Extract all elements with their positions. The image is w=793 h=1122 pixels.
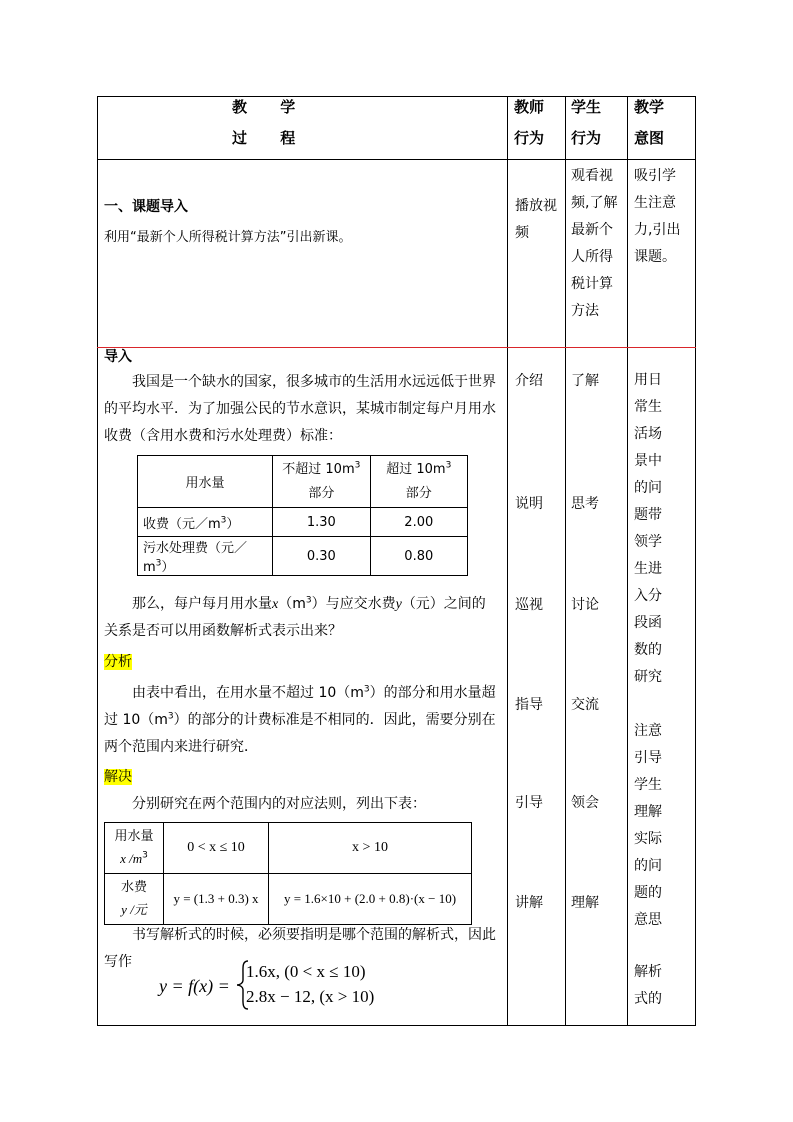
teacher-action: 引导 xyxy=(515,795,543,811)
teacher-action: 指导 xyxy=(515,697,543,713)
intent-line: 注意 xyxy=(634,723,662,739)
student-action: 理解 xyxy=(571,895,599,911)
table-border-left xyxy=(97,96,98,1026)
row1-intent-line: 吸引学 xyxy=(634,168,676,184)
row1-student-line: 税计算 xyxy=(571,276,613,292)
piecewise-case-1: 1.6x, (0 < x ≤ 10) xyxy=(246,962,366,981)
pricing-header-le10: 不超过 $10m^3$ 部分 xyxy=(273,456,370,508)
teacher-action: 讲解 xyxy=(515,895,543,911)
row1-intent-line: 课题。 xyxy=(634,249,676,265)
question-line: 那么，每户每月用水量$x(m^3)$与应交水费y（元）之间的 xyxy=(132,595,486,612)
row1-teacher-col xyxy=(515,193,557,247)
analysis-line: 过 $10(m^3)$的部分的计费标准是不相同的．因此，需要分别在 xyxy=(104,711,496,728)
header-teacher-line1: 教师 xyxy=(514,98,545,116)
question-line: 关系是否可以用函数解析式表示出来？ xyxy=(104,623,342,639)
header-intent-line2: 意图 xyxy=(634,129,665,147)
note-line: 书写解析式的时候，必须要指明是哪个范围的解析式，因此 xyxy=(132,927,496,943)
intent-line: 式的 xyxy=(634,991,662,1007)
row1-student-line: 方法 xyxy=(571,303,599,319)
teacher-action: 巡视 xyxy=(515,597,543,613)
piecewise-lhs: y = f(x) = xyxy=(159,976,230,996)
analysis-line: 由表中看出，在用水量不超过 $10(m^3)$的部分和用水量超 xyxy=(132,684,496,701)
header-intent-line1: 教学 xyxy=(634,98,665,116)
row1-student-line: 频,了解 xyxy=(571,195,618,211)
pricing-header-usage: 用水量 xyxy=(138,456,273,508)
rules-header-range2: x > 10 xyxy=(269,823,472,874)
rules-formula-1: y = (1.3 + 0.3) x xyxy=(164,874,269,925)
row1-intent-line: 力,引出 xyxy=(634,222,681,238)
pricing-row-fee-label: 收费（元$/m^3$） xyxy=(138,508,273,537)
pricing-cell: 0.30 xyxy=(273,537,370,576)
intent-line: 入分 xyxy=(634,588,662,604)
header-process-line1: 教 学 xyxy=(232,98,296,116)
section-heading-lead-in: 导入 xyxy=(104,349,132,365)
header-teacher-line2: 行为 xyxy=(514,129,545,147)
col-divider-3 xyxy=(627,96,628,1026)
intent-line: 用日 xyxy=(634,372,662,388)
intent-line: 生进 xyxy=(634,561,662,577)
analysis-paragraph xyxy=(104,680,504,761)
solution-label: 解决 xyxy=(104,769,132,785)
student-action: 了解 xyxy=(571,373,599,389)
intent-line: 领学 xyxy=(634,534,662,550)
header-process-line2: 过 程 xyxy=(232,129,296,147)
row1-teacher-line: 播放视 xyxy=(515,198,557,214)
section-heading-intro: 一、课题导入 xyxy=(104,199,188,215)
table-border-bottom xyxy=(97,1025,696,1026)
teacher-action: 说明 xyxy=(515,496,543,512)
intent-line: 的问 xyxy=(634,858,662,874)
student-action: 领会 xyxy=(571,795,599,811)
solution-text: 分别研究在两个范围内的对应法则，列出下表： xyxy=(132,796,426,812)
header-student-line1: 学生 xyxy=(571,98,602,116)
paragraph-background xyxy=(104,369,504,450)
intent-line: 的问 xyxy=(634,480,662,496)
row1-teacher-line: 频 xyxy=(515,225,529,241)
intent-line: 景中 xyxy=(634,453,662,469)
rules-row-fee: 水费 y /元 xyxy=(105,874,164,925)
header-student-line2: 行为 xyxy=(571,129,602,147)
pricing-header-gt10: 超过 $10m^3$ 部分 xyxy=(370,456,467,508)
intent-line: 题带 xyxy=(634,507,662,523)
intent-line: 实际 xyxy=(634,831,662,847)
table-border-top xyxy=(97,96,696,97)
pricing-cell: 2.00 xyxy=(370,508,467,537)
intent-block-1 xyxy=(634,367,662,691)
intent-line: 解析 xyxy=(634,964,662,980)
intent-line: 理解 xyxy=(634,804,662,820)
student-action: 思考 xyxy=(571,496,599,512)
intent-line: 段函 xyxy=(634,615,662,631)
piecewise-case-2: 2.8x − 12, (x > 10) xyxy=(246,987,375,1006)
rules-header-usage: 用水量 x $/m^3$ xyxy=(105,823,164,874)
row1-student-line: 观看视 xyxy=(571,168,613,184)
student-action: 讨论 xyxy=(571,597,599,613)
table-border-right xyxy=(695,96,696,1026)
analysis-line: 两个范围内来进行研究． xyxy=(104,739,258,755)
col-divider-2 xyxy=(565,96,566,1026)
row1-intent-col xyxy=(634,163,680,271)
pricing-row-sewage-label: 污水处理费（元$/m^3$） xyxy=(138,537,273,576)
intent-line: 意思 xyxy=(634,912,662,928)
rules-header-range1: 0 < x ≤ 10 xyxy=(164,823,269,874)
intent-line: 引导 xyxy=(634,750,662,766)
row1-student-col xyxy=(571,163,617,325)
rules-table xyxy=(104,822,472,925)
student-action: 交流 xyxy=(571,697,599,713)
intent-line: 常生 xyxy=(634,399,662,415)
intent-block-3 xyxy=(634,959,662,1013)
paragraph-line: 的平均水平．为了加强公民的节水意识，某城市制定每户月用水 xyxy=(104,401,496,417)
intent-line: 题的 xyxy=(634,885,662,901)
analysis-label: 分析 xyxy=(104,654,132,670)
intro-text: 利用“最新个人所得税计算方法”引出新课。 xyxy=(104,230,352,245)
intent-block-2 xyxy=(634,718,662,934)
intent-line: 学生 xyxy=(634,777,662,793)
pricing-table xyxy=(137,455,468,576)
row1-student-line: 最新个 xyxy=(571,222,613,238)
col-divider-1 xyxy=(507,96,508,1026)
teacher-action: 介绍 xyxy=(515,373,543,389)
row1-student-line: 人所得 xyxy=(571,249,613,265)
paragraph-line: 我国是一个缺水的国家，很多城市的生活用水远远低于世界 xyxy=(132,374,496,390)
row-divider-2 xyxy=(97,347,696,348)
question-paragraph xyxy=(104,591,504,645)
paragraph-line: 收费（含用水费和污水处理费）标准： xyxy=(104,428,342,444)
rules-formula-2: y = 1.6×10 + (2.0 + 0.8)·(x − 10) xyxy=(269,874,472,925)
pricing-cell: 0.80 xyxy=(370,537,467,576)
intent-line: 研究 xyxy=(634,669,662,685)
intent-line: 活场 xyxy=(634,426,662,442)
intent-line: 数的 xyxy=(634,642,662,658)
row1-intent-line: 生注意 xyxy=(634,195,676,211)
pricing-cell: 1.30 xyxy=(273,508,370,537)
row-divider-1 xyxy=(97,159,696,160)
note-line: 写作 xyxy=(104,954,132,970)
